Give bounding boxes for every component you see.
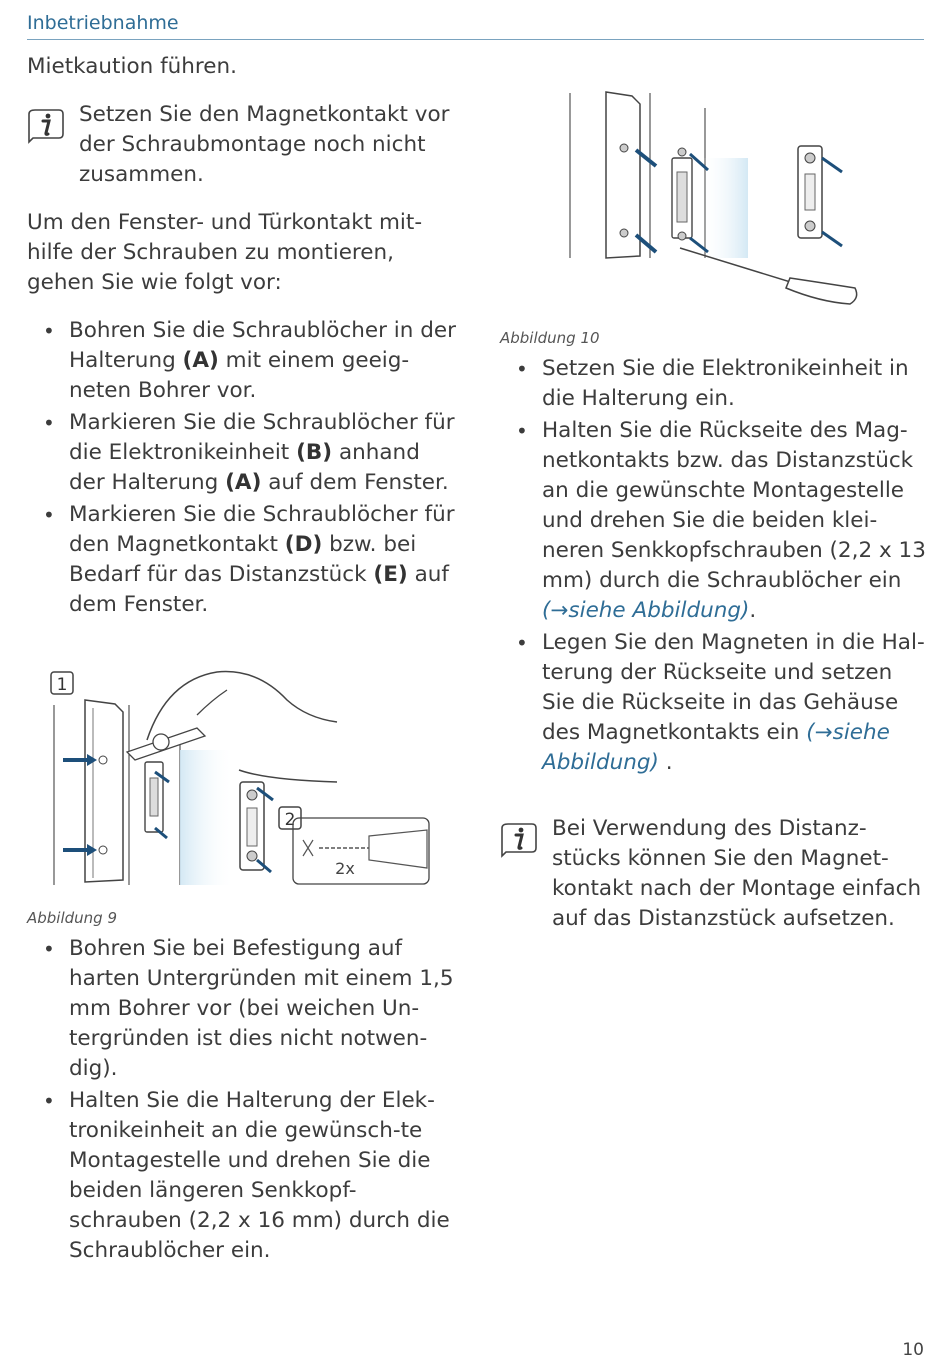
section-title: Inbetriebnahme <box>27 12 179 34</box>
left-column <box>27 52 457 622</box>
step-1-label: 1 <box>56 675 68 695</box>
step-2-label: 2 <box>284 810 296 830</box>
bullet-list-2 <box>27 934 457 1266</box>
figure-9-illustration <box>27 660 437 890</box>
see-figure-link[interactable]: (→siehe Abbildung) <box>542 598 750 623</box>
drill-count-label: 2x <box>335 859 355 878</box>
left-lower-column <box>27 908 457 1268</box>
figure-10-illustration <box>560 88 870 308</box>
list-item: • Bohren Sie bei Befestigung auf harten Untergründen mit einem 1,5 mm Bohrer vor (bei weichen Un-tergründen ist dies nicht notwen-dig). <box>27 934 457 1084</box>
info-note-1 <box>27 100 457 190</box>
list-item: • Markieren Sie die Schraublöcher für den Magnetkontakt (D) bzw. bei Bedarf für das Distanzstück (E) auf dem Fenster. <box>27 500 457 620</box>
info-note-2 <box>500 814 930 934</box>
page-number: 10 <box>902 1340 924 1360</box>
list-item: • Bohren Sie die Schraublöcher in der Halterung (A) mit einem geeig-neten Bohrer vor. <box>27 316 457 406</box>
list-item: • Markieren Sie die Schraublöcher für die Elektronikeinheit (B) anhand der Halterung (A) auf dem Fenster. <box>27 408 457 498</box>
bullet-list-1 <box>27 316 457 620</box>
intro-text: Mietkaution führen. <box>27 54 237 79</box>
list-item: • Legen Sie den Magneten in die Hal-terung der Rückseite und setzen Sie die Rückseite in das Gehäuse des Magnetkontakts ein (→siehe Abbildung) . <box>500 628 930 778</box>
figure-9-caption: Abbildung 9 <box>27 909 118 927</box>
list-item: • Setzen Sie die Elektronikeinheit in die Halterung ein. <box>500 354 930 414</box>
info-icon <box>27 108 65 144</box>
info-note-1-text: Setzen Sie den Magnetkontakt vor der Schraubmontage noch nicht zusammen. <box>79 102 450 187</box>
right-column <box>500 328 930 934</box>
instruction-paragraph: Um den Fenster- und Türkontakt mit-hilfe der Schrauben zu montieren, gehen Sie wie folgt vor: <box>27 210 423 295</box>
info-note-2-text: Bei Verwendung des Distanz-stücks können Sie den Magnet-kontakt nach der Montage einfach auf das Distanzstück aufsetzen. <box>552 816 922 931</box>
list-item: • Halten Sie die Rückseite des Mag-netkontakts bzw. das Distanzstück an die gewünschte Montagestelle und drehen Sie die beiden klei-neren Senkkopfschrauben (2,2 x 13 mm) durch die Schraublöcher ein (→siehe Abbildung). <box>500 416 930 626</box>
page-header <box>27 10 924 40</box>
see-figure-link[interactable]: (→siehe Abbildung) <box>542 720 890 775</box>
info-icon <box>500 822 538 858</box>
list-item: • Halten Sie die Halterung der Elek-tronikeinheit an die gewünsch-te Montagestelle und drehen Sie die beiden längeren Senkkopf-schrauben (2,2 x 16 mm) durch die Schraublöcher ein. <box>27 1086 457 1266</box>
bullet-list-3 <box>500 354 930 778</box>
figure-10-caption: Abbildung 10 <box>500 329 600 347</box>
